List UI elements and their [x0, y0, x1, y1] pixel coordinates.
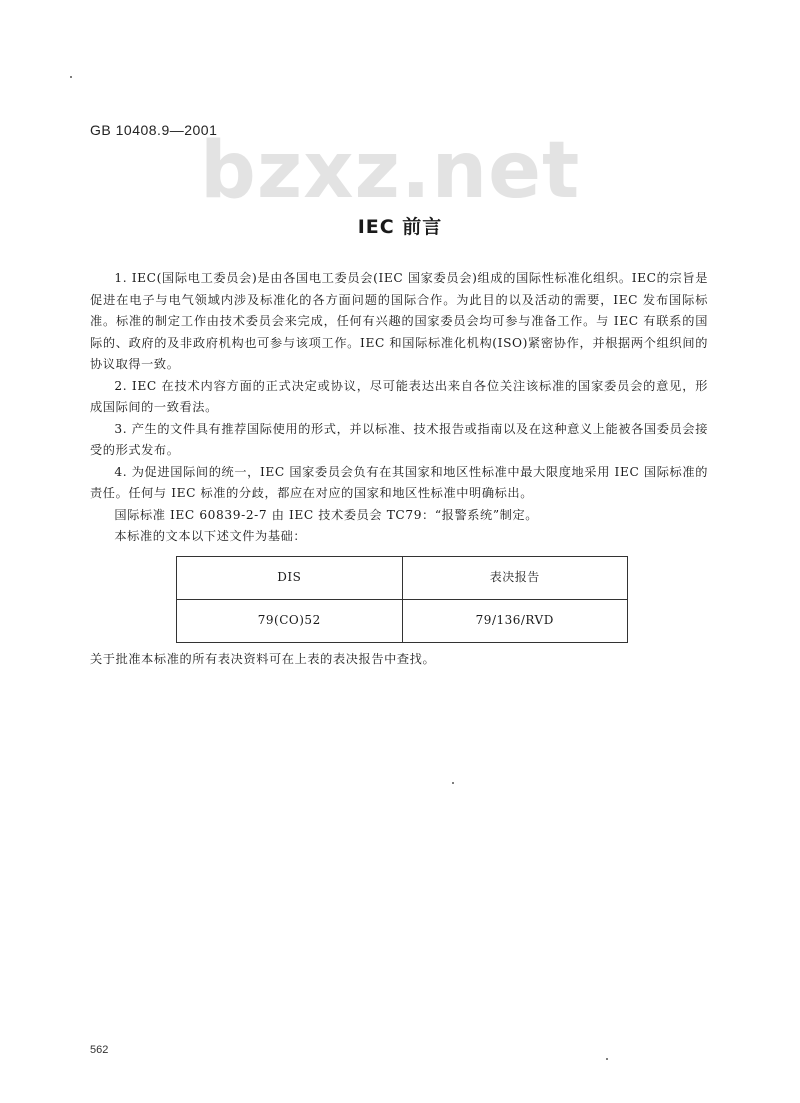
scan-speck — [70, 76, 72, 78]
page-number: 562 — [90, 1044, 109, 1056]
paragraph-6: 本标准的文本以下述文件为基础： — [114, 529, 307, 543]
table-row — [177, 599, 628, 642]
document-body — [90, 268, 708, 670]
paragraph-5: 国际标准 IEC 60839-2-7 由 IEC 技术委员会 TC79：“报警系统”制定。 — [114, 507, 539, 522]
basis-documents-table — [176, 556, 628, 643]
paragraph-3: 3. 产生的文件具有推荐国际使用的形式，并以标准、技术报告或指南以及在这种意义上能被各国委员会接受的形式发布。 — [90, 421, 708, 457]
paragraph-2: 2. IEC 在技术内容方面的正式决定或协议，尽可能表达出来自各位关注该标准的国家委员会的意见，形成国际间的一致看法。 — [90, 378, 708, 414]
footer-note: 关于批准本标准的所有表决资料可在上表的表决报告中查找。 — [90, 651, 436, 666]
standard-code: GB 10408.9—2001 — [90, 122, 218, 138]
table-header-cell: DIS — [177, 556, 403, 599]
watermark: bzxz.net — [200, 126, 581, 216]
scan-speck — [606, 1058, 608, 1060]
page-title: IEC 前言 — [357, 216, 443, 238]
table-header-cell: 表决报告 — [402, 556, 628, 599]
paragraph-4: 4. 为促进国际间的统一，IEC 国家委员会负有在其国家和地区性标准中最大限度地采用 IEC 国际标准的责任。任何与 IEC 标准的分歧，都应在对应的国家和地区性标准中明确标出。 — [90, 464, 708, 500]
scan-speck — [452, 782, 454, 784]
table-cell: 79(CO)52 — [177, 599, 403, 642]
table-header-row — [177, 556, 628, 599]
table-cell: 79/136/RVD — [402, 599, 628, 642]
paragraph-1: 1. IEC(国际电工委员会)是由各国电工委员会(IEC 国家委员会)组成的国际性标准化组织。IEC的宗旨是促进在电子与电气领域内涉及标准化的各方面问题的国际合作。为此目的以及活动的需要，IEC 发布国际标准。标准的制定工作由技术委员会来完成，任何有兴趣的国家委员会均可参与准备工作。与 IEC 有联系的国际的、政府的及非政府机构也可参与该项工作。IEC 和国际标准化机构(ISO)紧密协作，并根据两个组织间的协议取得一致。 — [90, 271, 708, 371]
